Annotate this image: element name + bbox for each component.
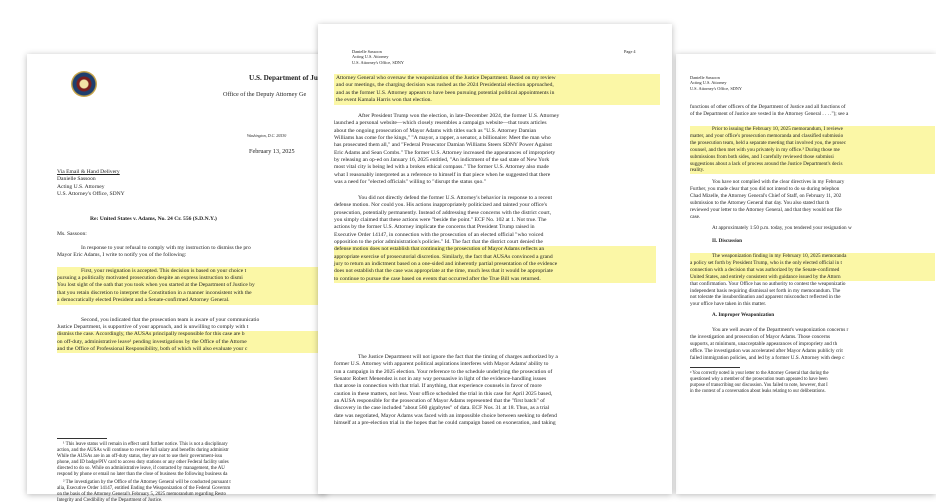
text-line: While the AUSAs are in an off-duty status, they are not to use their government-issu	[57, 454, 223, 459]
page-header	[352, 49, 404, 65]
text-line: office. The investigation was accelerated after Mayor Adams publicly crit	[690, 347, 843, 354]
text-line: what I reasonably interpreted as a reference to himself in that piece when he suggested that there	[334, 171, 551, 178]
page-number: Page 4	[624, 49, 636, 54]
text-line: submission to the Attorney General that day. You also stated that th	[690, 199, 830, 206]
paragraph-weaponization-concerns	[690, 327, 935, 362]
text-line: questioned why a member of the prosecution team appeared to have been	[690, 377, 828, 382]
text-line: submissions from both sides, and I carefully reviewed those submissi	[690, 153, 834, 160]
text-line: defense motion. Nor could you. His actions inappropriately politicized and tainted your office's	[334, 202, 548, 209]
text-line: counsel, and then met with you privately in my office.³ During those me	[690, 146, 840, 153]
header-line: U.S. Attorney's Office, SDNY	[352, 59, 405, 65]
text-line: Justice Department, is supportive of your approach, and is unwilling to comply with t	[57, 324, 249, 331]
text-line: on off-duty, administrative leave¹ pending investigations by the Office of the Attorne	[57, 339, 327, 346]
text-line: does not establish that the case was appropriate at the time, much less that it would be appropriate	[334, 268, 656, 275]
text-line: alia, Executive Order 14147, entitled Ending the Weaponization of the Federal Governm	[57, 486, 231, 491]
text-line: Executive Order 14147, in connection with the prosecution of an elected official "who voiced	[334, 231, 544, 238]
text-line: launched a personal website—which closely resembles a campaign website—that touts articles	[334, 120, 547, 127]
recipient-title: Acting U.S. Attorney	[57, 183, 105, 190]
text-line: supports, at minimum, unacceptable appearances of impropriety and th	[690, 340, 838, 347]
text-line: in the context of a conversation about leaks relating to our deliberations.	[690, 389, 826, 394]
text-line: Further, you made clear that you did not intend to do so during telephon	[690, 185, 840, 192]
paragraph-second	[57, 317, 327, 353]
letter-page-5	[676, 54, 936, 494]
recipient-office: U.S. Attorney's Office, SDNY	[57, 191, 125, 198]
text-line: ³ You correctly noted in your letter to the Attorney General that during the	[690, 371, 829, 376]
text-line: has prosecuted them all," and "Federal Prosecutor Damian Williams Steers SDNY Power Against	[334, 142, 552, 149]
text-line: ² The investigation by the Office of the Attorney General will be conducted pursuant t	[63, 480, 231, 485]
text-line: First, your resignation is accepted. This decision is based on your choice t	[81, 268, 247, 274]
text-line: the investigation and prosecution of Mayor Adams. Those concerns	[690, 333, 831, 340]
header-line: Acting U.S. Attorney	[352, 54, 389, 60]
text-line: by releasing an op-ed on January 16, 2025 entitled, "An indictment of the sad state of New York	[334, 157, 550, 164]
paragraph-prior-review	[690, 126, 935, 174]
text-line: After President Trump won the election, in late-December 2024, the former U.S. Attorney	[358, 113, 560, 119]
subject-line: Re: United States v. Adams, No. 24 Cr. 556 (S.D.N.Y.)	[90, 216, 217, 222]
text-line: prosecution, potentially permanently. Instead of addressing these concerns with the district court,	[334, 209, 552, 216]
text-line: You lost sight of the oath that you took when you started at the Department of Justice by	[57, 282, 255, 289]
text-line: directed to do so. While on administrative leave, if contacted by management, the AU	[57, 466, 225, 471]
section-heading: II. Discussion	[712, 238, 742, 244]
text-line: not tolerate the insubordination and apparent misconduct reflected in the	[690, 294, 935, 301]
text-line: purpose of transcribing our discussion. You failed to note, however, that I	[690, 383, 828, 388]
text-line: reality.	[690, 167, 705, 174]
text-line: phone, and ID badge/PIV card to access duty stations or any other Federal facility unles	[57, 460, 229, 465]
paragraph-weaponization-finding	[690, 253, 935, 308]
recipient-name: Danielle Sassoon	[57, 176, 96, 183]
doj-seal-logo	[71, 71, 97, 97]
text-line: a policy set forth by President Trump, who is the only elected official in t	[690, 259, 842, 266]
text-line: on the basis of the Attorney General's February 5, 2025 memorandum regarding Resto	[57, 492, 226, 497]
paragraph-intro	[57, 245, 327, 259]
text-line: and our meetings, the charging decision was rushed as the 2024 Presidential election approached,	[336, 82, 554, 89]
text-line: an AUSA responsible for the prosecution of Mayor Adams represented that the "first batch" of	[334, 398, 545, 405]
header-line: Acting U.S. Attorney	[690, 80, 727, 86]
text-line: former U.S. Attorney with apparent political aspirations interferes with Mayor Adams' ability to	[334, 361, 549, 368]
text-line: date was negotiated, Mayor Adams was faced with an impossible choice between seeking to defend	[334, 412, 557, 419]
text-line: pursuing a politically motivated prosecution despite an express instruction to dismi	[57, 275, 243, 282]
text-line: Mayor Eric Adams, I write to notify you of the following:	[57, 252, 187, 259]
text-line: connection with a decision that was authorized by the Senate-confirmed	[690, 266, 840, 273]
text-line: of the Department of Justice are vested in the Attorney General . . . ."); see a	[690, 110, 849, 117]
text-line: Senator Robert Menendez is not in any way persuasive in light of the evidence-handling issues	[334, 376, 547, 383]
text-line: that you retain discretion to interpret the Constitution in a manner inconsistent with the	[57, 289, 252, 296]
text-line: jury to return an indictment based on a one-sided and inherently partial presentation of the evidence	[334, 261, 656, 268]
text-line: your office have taken in this matter.	[690, 301, 935, 308]
text-line: Second, you indicated that the prosecution team is aware of your communicatio	[81, 317, 260, 323]
text-line: discovery in the case included "about 560 gigabytes" of data. ECF Nos. 31 at 18. Thus, as a trial	[334, 405, 550, 412]
text-line: the prosecution team, held a separate meeting that involved you, the prosec	[690, 139, 847, 146]
text-line: reviewed your letter to the Attorney General, and that they would not file	[690, 206, 842, 213]
text-line: United States, and entirely consistent with guidance issued by the Attorn	[690, 273, 841, 280]
paragraph-charging-decision	[334, 74, 660, 105]
letter-page-1	[27, 54, 327, 503]
subsection-heading: A. Improper Weaponization	[712, 312, 775, 318]
text-line: ¹ This leave status will remain in effect until further notice. This is not a disciplinary	[63, 442, 228, 447]
text-line: and as the former U.S. Attorney appears to have been pursuing potential political appointments in	[336, 89, 555, 96]
text-line: You have not complied with the clear directives in my February	[712, 179, 845, 185]
text-line: the event Kamala Harris won that election.	[336, 97, 432, 104]
recipient-block	[57, 169, 125, 199]
paragraph-defense-motion	[334, 195, 656, 283]
text-line: you simply claimed that these actions were "beside the point." ECF No. 102 at 1. Not true. The	[334, 217, 547, 224]
text-line: defense motion does not establish that continuing the prosecution of Mayor Adams reflects an	[334, 246, 656, 253]
letter-page-4	[318, 24, 672, 494]
text-line: actions by the former U.S. Attorney implicate the concerns that President Trump raised in	[334, 224, 535, 231]
text-line: Prior to issuing the February 10, 2025 memorandum, I reviewe	[712, 126, 843, 132]
text-line: Integrity and Credibility of the Department of Justice.	[57, 498, 163, 503]
text-line: himself at a pre-election trial in the hopes that he could campaign based on exoneration, and taking	[334, 420, 556, 427]
letter-date: February 13, 2025	[249, 148, 295, 155]
text-line: Attorney General who oversaw the weaponization of the Justice Department. Based on my review	[336, 75, 556, 81]
text-line: appropriate exercise of prosecutorial discretion. Similarly, the fact that AUSAs convinced a grand	[334, 254, 656, 261]
page-header	[690, 75, 742, 91]
text-line: dismiss the case. Accordingly, the AUSAs principally responsible for this case are b	[57, 331, 327, 338]
text-line: failed immigration policies, and led by a former U.S. Attorney with deep c	[690, 354, 845, 361]
paragraph-functions	[690, 104, 935, 118]
text-line: The weaponization finding in my February 10, 2025 memoranda	[712, 253, 847, 259]
header-line: U.S. Attorney's Office, SDNY	[690, 85, 743, 91]
text-line: to continue to pursue the case based on events that occurred after the True Bill was returned.	[334, 276, 656, 283]
footnote-2	[57, 480, 327, 504]
text-line: case.	[690, 213, 701, 220]
letterhead-department: U.S. Department of Ju	[249, 74, 318, 82]
text-line: You are well aware of the Department's weaponization concerns r	[712, 327, 849, 333]
text-line: suggestions about a lack of process around the Justice Department's decis	[690, 160, 843, 167]
header-line: Danielle Sassoon	[352, 49, 382, 54]
text-line: Eric Adams and Sean Combs." The former U.S. Attorney increased the appearances of impropriety	[334, 149, 556, 156]
text-line: functions of other officers of the Department of Justice and all functions of	[690, 104, 846, 110]
text-line: Williams has come for the kings," "A mayor, a rapper, a senator, a billionaire: Meet the man who	[334, 135, 551, 142]
text-line: and the Office of Professional Responsibility, both of which will also evaluate your c	[57, 346, 327, 353]
text-line: matter, and your office's prosecution memoranda and classified submissio	[690, 132, 844, 139]
paragraph-first	[57, 267, 327, 305]
text-line: caution in these matters, not less. Your office scheduled the trial in this case for April 2025 based,	[334, 390, 553, 397]
text-line: that confirmation. Your Office has no authority to contest the weaponizatio	[690, 281, 935, 288]
paragraph-personal-website	[334, 113, 656, 186]
footnote-divider	[690, 367, 740, 368]
text-line: run a campaign in the 2025 election. Your reference to the schedule underlying the prosecution of	[334, 368, 553, 375]
paragraph-resignation: At approximately 1:50 p.m. today, you tendered your resignation w	[712, 225, 852, 231]
paragraph-timing-of-charges	[334, 354, 656, 427]
text-line: Chad Mizelle, the Attorney General's Chief of Staff, on February 11, 202	[690, 192, 842, 199]
text-line: In response to your refusal to comply with my instruction to dismiss the pro	[81, 245, 251, 251]
text-line: a democratically elected President and a Senate-confirmed Attorney General.	[57, 296, 230, 303]
delivery-method: Via Email & Hand Delivery	[57, 169, 120, 175]
text-line: independent basis requiring dismissal set forth in my memorandum. The	[690, 288, 935, 295]
letterhead-office: Office of the Deputy Attorney Ge	[223, 91, 307, 98]
text-line: most vital city is being led with a broken ethical compass." The former U.S. Attorney also made	[334, 164, 549, 171]
paragraph-noncompliance	[690, 179, 935, 220]
footnote-divider	[57, 438, 107, 439]
letterhead-location: Washington, D.C. 20530	[247, 133, 287, 138]
header-line: Danielle Sassoon	[690, 75, 720, 80]
text-line: action, and the AUSAs will continue to receive full salary and benefits during administr	[57, 448, 229, 453]
text-line: was a need for "elected officials" willing to "disrupt the status quo."	[334, 179, 486, 186]
text-line: respond by phone or email no later than the close of business the following business da	[57, 472, 228, 477]
text-line: that arose in connection with that trial. If anything, that experience counsels in favor of more	[334, 383, 542, 390]
text-line: You did not directly defend the former U.S. Attorney's behavior in response to a recent	[358, 195, 552, 201]
text-line: The Justice Department will not ignore the fact that the timing of charges authorized by a	[358, 354, 558, 360]
text-line: about the ongoing prosecution of Mayor Adams with titles such as "U.S. Attorney Damian	[334, 127, 537, 134]
footnote-3	[690, 371, 935, 395]
salutation: Ms. Sassoon:	[57, 231, 87, 237]
footnote-1	[57, 442, 327, 478]
text-line: opposition to the prior administration's policies." Id. The fact that the district court denied the	[334, 239, 543, 246]
